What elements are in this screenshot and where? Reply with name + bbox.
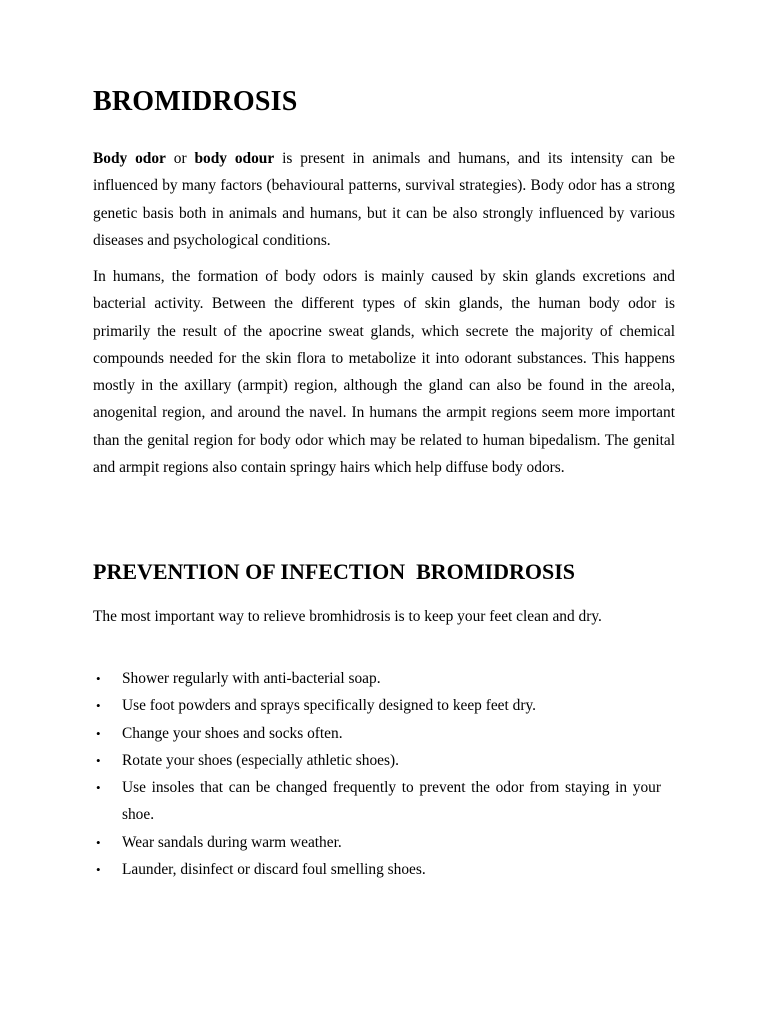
section-heading: PREVENTION OF INFECTION BROMIDROSIS [93, 559, 576, 584]
page-title: BROMIDROSIS [93, 86, 298, 117]
intro-connector: or [165, 150, 195, 167]
list-item: • Use foot powders and sprays specifically designed to keep feet dry. [93, 692, 661, 719]
intro-term-body-odor: Body odor [93, 150, 166, 167]
list-item: • Shower regularly with anti-bacterial soap. [93, 665, 661, 692]
list-item: • Wear sandals during warm weather. [93, 829, 661, 856]
intro-paragraph [93, 145, 675, 254]
body-paragraph: In humans, the formation of body odors is mainly caused by skin glands excretions and bacterial activity. Between the different types of skin glands, the human body odor is primarily the result of the apocrine sweat glands, which secrete the majority of chemical compounds needed for the skin flora to metabolize it into odorant substances. This happens mostly in the axillary (armpit) region, although the gland can also be found in the areola, anogenital region, and around the navel. In humans the armpit regions seem more important than the genital region for body odor which may be related to human bipedalism. The genital and armpit regions also contain springy hairs which help diffuse body odors. [93, 268, 675, 477]
list-item: • Use insoles that can be changed frequently to prevent the odor from staying in your shoe. [93, 774, 661, 829]
prevention-list [93, 665, 661, 883]
list-item: • Launder, disinfect or discard foul smelling shoes. [93, 856, 661, 883]
intro-text: is present in animals and humans, and its intensity can be influenced by many factors (behavioural patterns, survival strategies). Body odor has a strong genetic basis both in animals and humans, but it can be also strongly influenced by various diseases and psychological conditions. [93, 150, 675, 249]
list-item: • Change your shoes and socks often. [93, 720, 661, 747]
section-intro-paragraph: The most important way to relieve bromhidrosis is to keep your feet clean and dry. [93, 608, 602, 625]
list-item: • Rotate your shoes (especially athletic shoes). [93, 747, 661, 774]
intro-term-body-odour: body odour [194, 150, 275, 167]
